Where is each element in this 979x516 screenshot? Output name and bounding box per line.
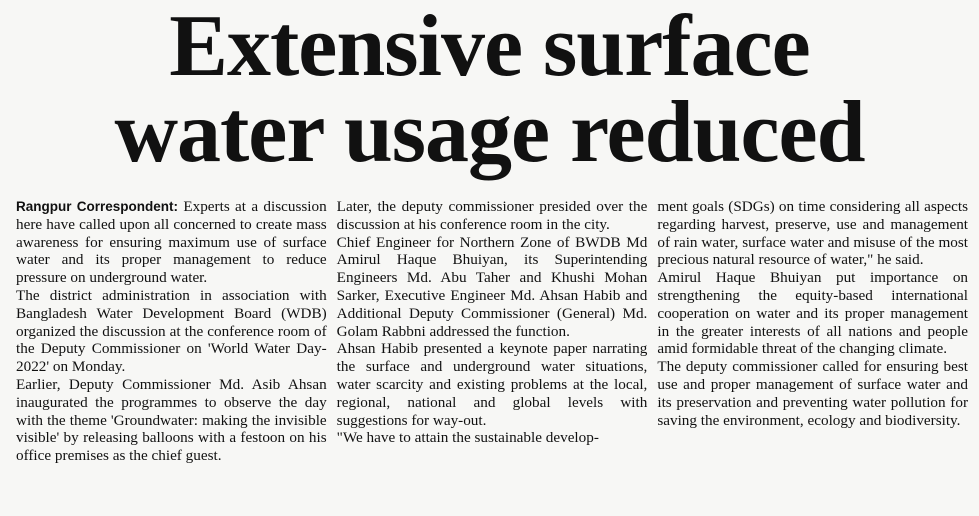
headline-line-1: Extensive surface [169,0,810,95]
article-body [16,198,968,465]
lead-text: Experts at a discussion here have called upon all concerned to create mass awareness for ensuring maximum use of surface water and its proper management to reduce pressure on underground water. [16,198,327,287]
article-column-1 [16,198,327,465]
paragraph: "We have to attain the sustainable develop- [336,429,599,447]
paragraph: Chief Engineer for Northern Zone of BWDB Md Amirul Haque Bhuiyan, its Superintending Engineers Md. Abu Taher and Khushi Mohan Sarker, Executive Engineer Md. Ahsan Habib and Additional Deputy Commissioner (General) Md. Golam Rabbni addressed the function. [336,233,648,340]
byline: Rangpur Correspondent: [16,199,179,214]
paragraph [16,198,327,287]
paragraph: The district administration in association with Bangladesh Water Development Board (WDB) organized the discussion at the conference room of the Deputy Commissioner on 'World Water Day- 2022' on Monday. [16,286,327,376]
paragraph: Later, the deputy commissioner presided over the discussion at his conference room in the city. [336,198,648,233]
paragraph: The deputy commissioner called for ensuring best use and proper management of surface water and its preservation and preventing water pollution for saving the environment, ecology and biodiversity. [657,358,969,429]
paragraph: Ahsan Habib presented a keynote paper narrating the surface and underground water situations, water scarcity and existing problems at the local, regional, national and global levels with suggestions for way-out. [336,340,648,429]
paragraph: ment goals (SDGs) on time considering all aspects regarding harvest, preserve, use and management of rain water, surface water and misuse of the most precious natural resource of water," he said. [657,198,969,269]
paragraph: Earlier, Deputy Commissioner Md. Asib Ahsan inaugurated the programmes to observe the day with the theme 'Groundwater: making the invisible visible' by releasing balloons with a festoon on his office premises as the chief guest. [16,375,327,465]
article-column-3 [657,198,968,465]
paragraph: Amirul Haque Bhuiyan put importance on strengthening the equity-based international cooperation on water and its proper management in the greater interests of all nations and people amid formidable threat of the changing climate. [657,269,969,358]
article-column-2 [337,198,648,465]
headline [0,0,979,181]
headline-line-2: water usage reduced [114,84,865,181]
